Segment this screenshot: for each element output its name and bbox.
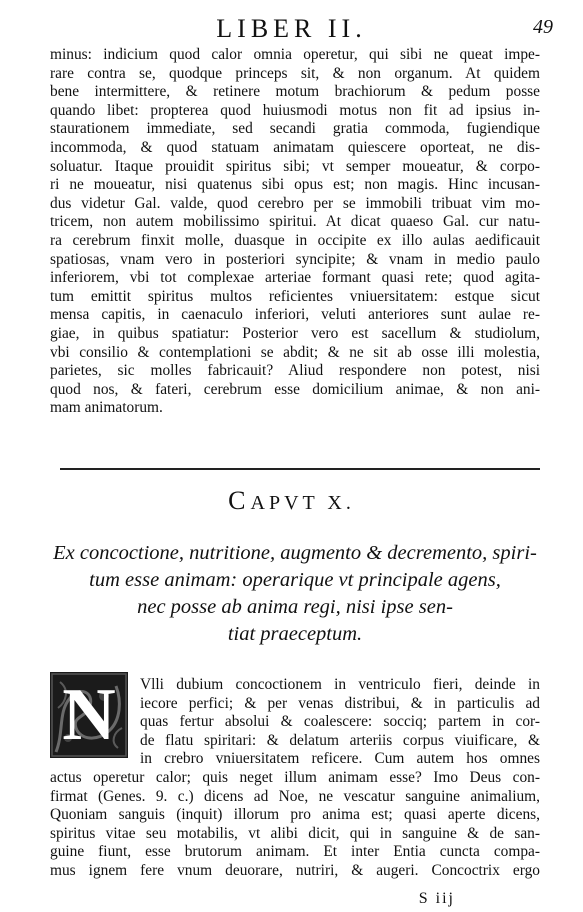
text-line: Vlli dubium concoctionem in ventriculo fieri, deinde in bbox=[140, 676, 540, 693]
text-line: mus ignem fere vnum deuorare, nutriri, & augeri. Concoctrix ergo bbox=[50, 861, 540, 879]
text-line: quas fertur absolui & coalescere: socciq; partem in cor- bbox=[140, 713, 540, 731]
text-line: soluatur. Itaque prouidit spiritus sibi; vt semper moueatur, & corpo- bbox=[50, 157, 540, 175]
text-line: iecore perfici; & per venas distribui, & in particulis ad bbox=[140, 694, 540, 712]
text-line: parietes, sic molles fabricauit? Aliud respondere non potest, nisi bbox=[50, 362, 540, 380]
text-line: vbi consilio & contemplationi se abdit; & ne sit ab osse illi molestia, bbox=[50, 343, 540, 361]
running-title: LIBER II. bbox=[216, 14, 367, 43]
text-line: quando libet: propterea quod huiusmodi motus non fit ad ipsius in- bbox=[50, 101, 540, 119]
text-line: spiritus vitae seu motabilis, vt alibi dicit, qui in sanguine & de san- bbox=[50, 824, 540, 842]
paragraph-2 bbox=[50, 676, 540, 881]
page-number: 49 bbox=[533, 16, 553, 38]
text-line: inferiorem, vbi tot complexae arteriae formant quasi rete; quod agita- bbox=[50, 269, 540, 287]
summary-line: tiat praeceptum. bbox=[227, 623, 363, 645]
text-line: Quoniam sanguis (inquit) illorum pro anima est; quasi aperte dicens, bbox=[50, 806, 540, 824]
summary-line: nec posse ab anima regi, nisi ipse sen- bbox=[137, 596, 453, 618]
text-line: tum emittit spiritus multos reficientes vniuersitatem: estque sicut bbox=[50, 287, 540, 305]
text-line: rare contra se, quodque princeps sit, & non organum. At quidem bbox=[50, 64, 540, 82]
summary-line: Ex concoctione, nutritione, augmento & decremento, spiri- bbox=[53, 542, 537, 564]
text-line: incommoda, & quod statuam animatam quiescere oporteat, ne dis- bbox=[50, 138, 540, 156]
text-line: giae, in quibus spatiatur: Posterior vero est sacellum & studiolum, bbox=[50, 324, 540, 342]
text-line: ri ne moueatur, nisi quatenus sibi opus est; non magis. Hinc incusan- bbox=[50, 176, 540, 194]
signature-mark: S iij bbox=[418, 890, 455, 907]
text-line: quod nos, & fateri, cerebrum esse domicilium animae, & non ani- bbox=[50, 380, 540, 398]
text-line: de flatu spiritari: & delatum arteriis corpus viuificare, & bbox=[140, 731, 540, 749]
paragraph-1 bbox=[50, 46, 540, 418]
chapter-heading-rest: APVT X. bbox=[250, 492, 355, 514]
text-line: mam animatorum. bbox=[50, 399, 163, 417]
chapter-heading bbox=[0, 486, 583, 516]
text-line: mensa capitis, in caenaculo inferiori, veluti anteriores sunt aulae re- bbox=[50, 306, 540, 324]
text-line: staurationem immediate, sed secandi gratia commoda, fugiendique bbox=[50, 120, 540, 138]
text-line: actus operetur calor; quis neget illum animam esse? Imo Deus con- bbox=[50, 768, 540, 786]
section-divider bbox=[60, 468, 540, 470]
text-line: tricem, non autem mobilissimo spiritui. At dicat quaeso Gal. cur natu- bbox=[50, 213, 540, 231]
text-line: spatiosas, vnam vero in posteriori syncipite; & vnam in medio paulo bbox=[50, 250, 540, 268]
text-line: dus videtur Gal. valde, quod cerebro per se immobili tribuat vim mo- bbox=[50, 194, 540, 212]
text-line: guine fiunt, esse brutorum animam. Et inter Entia cuncta compa- bbox=[50, 843, 540, 861]
text-line: bene intermittere, & retinere motum brachiorum & pedum posse bbox=[50, 83, 540, 101]
text-line: ra cerebrum finxit molle, duasque in occipite ex illo aulas aedificauit bbox=[50, 231, 540, 249]
chapter-initial: C bbox=[228, 486, 251, 515]
chapter-summary bbox=[40, 540, 550, 648]
text-line: in crebro vniuersitatem reficere. Cum autem hos omnes bbox=[140, 750, 540, 768]
summary-line: tum esse animam: operarique vt principale agens, bbox=[89, 569, 501, 591]
dropcap-letter: N bbox=[62, 674, 116, 756]
text-line: firmat (Genes. 9. c.) dicens ad Noe, ne vescatur sanguine animalium, bbox=[50, 787, 540, 805]
text-line: minus: indicium quod calor omnia operetur, qui sibi ne queat impe- bbox=[50, 46, 540, 63]
running-head bbox=[0, 14, 583, 44]
